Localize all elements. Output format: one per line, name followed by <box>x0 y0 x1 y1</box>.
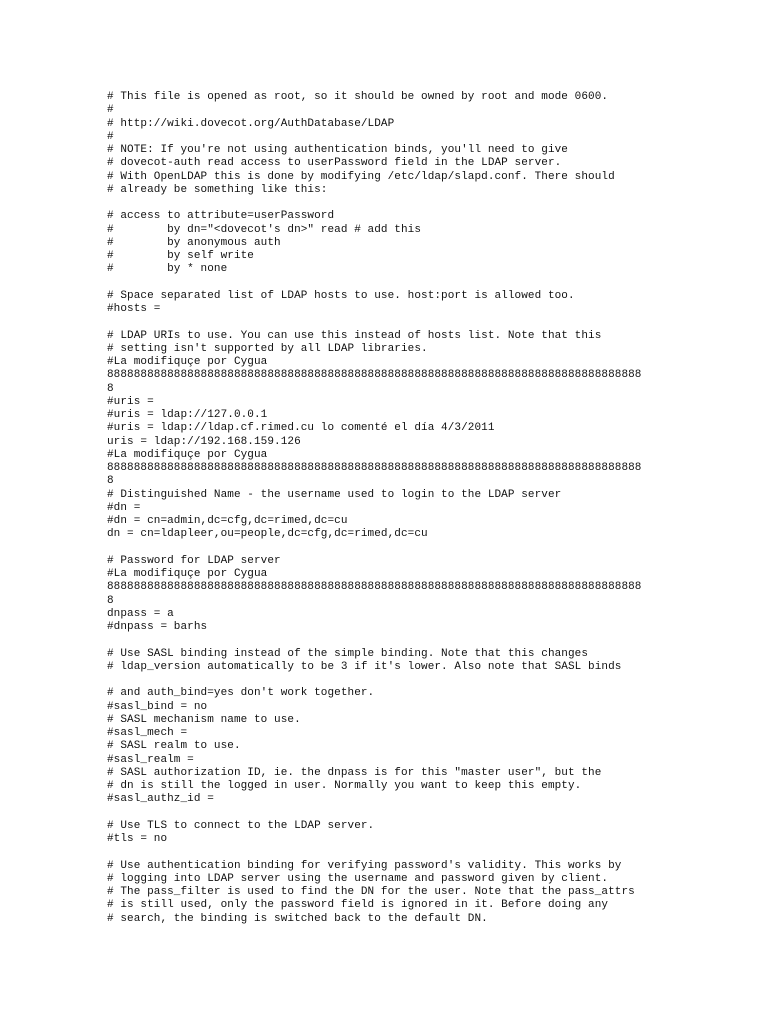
config-line: #dn = <box>107 501 141 514</box>
config-line: 88888888888888888888888888888888888888888888888888888888888888888888888888888888 <box>107 369 642 382</box>
config-line: # by anonymous auth <box>107 236 281 249</box>
config-line: # Distinguished Name - the username used to login to the LDAP server <box>107 488 562 501</box>
config-line: dnpass = a <box>107 607 174 620</box>
config-line: # Use authentication binding for verifying password's validity. This works by <box>107 859 622 872</box>
config-line: #La modifiquçe por Cygua <box>107 568 268 580</box>
config-line: 88888888888888888888888888888888888888888888888888888888888888888888888888888888 <box>107 462 642 474</box>
config-line: # setting isn't supported by all LDAP libraries. <box>107 342 428 355</box>
config-line: # <box>107 130 114 143</box>
config-line <box>107 634 762 647</box>
config-line: # SASL authorization ID, ie. the dnpass is for this "master user", but the <box>107 766 602 779</box>
config-line: # already be something like this: <box>107 183 328 196</box>
config-line: #sasl_realm = <box>107 753 194 766</box>
config-line <box>107 197 762 210</box>
config-line: # search, the binding is switched back to the default DN. <box>107 912 488 925</box>
config-line: dn = cn=ldapleer,ou=people,dc=cfg,dc=rimed,dc=cu <box>107 528 428 541</box>
config-line: # Space separated list of LDAP hosts to use. host:port is allowed too. <box>107 289 575 302</box>
config-line <box>107 277 762 290</box>
config-line: # by self write <box>107 250 254 262</box>
config-file-text <box>107 91 762 926</box>
config-line: # access to attribute=userPassword <box>107 210 335 223</box>
config-line: # ldap_version automatically to be 3 if it's lower. Also note that SASL binds <box>107 660 622 673</box>
config-line: #uris = ldap://ldap.cf.rimed.cu lo comenté el día 4/3/2011 <box>107 422 495 435</box>
config-line <box>107 542 762 555</box>
config-line: # With OpenLDAP this is done by modifying /etc/ldap/slapd.conf. There should <box>107 170 615 183</box>
config-line: 8 <box>107 382 114 395</box>
config-line <box>107 674 762 687</box>
config-line <box>107 846 762 859</box>
config-line: #La modifiquçe por Cygua <box>107 448 268 461</box>
config-line: # This file is opened as root, so it should be owned by root and mode 0600. <box>107 91 609 103</box>
config-line: 8 <box>107 475 114 488</box>
config-line: #sasl_mech = <box>107 727 188 739</box>
config-line: #uris = ldap://127.0.0.1 <box>107 409 268 421</box>
config-line: #dnpass = barhs <box>107 621 208 633</box>
config-line: # is still used, only the password field is ignored in it. Before doing any <box>107 899 609 912</box>
config-line: #sasl_bind = no <box>107 700 208 713</box>
config-line: # SASL realm to use. <box>107 740 241 753</box>
config-line: # http://wiki.dovecot.org/AuthDatabase/LDAP <box>107 117 395 130</box>
config-line: # by dn="<dovecot's dn>" read # add this <box>107 223 422 236</box>
config-line: # dn is still the logged in user. Normally you want to keep this empty. <box>107 780 582 792</box>
config-line: #hosts = <box>107 303 161 315</box>
config-line: # <box>107 104 114 117</box>
config-line: # by * none <box>107 263 228 276</box>
config-line: #uris = <box>107 395 154 408</box>
config-line: #dn = cn=admin,dc=cfg,dc=rimed,dc=cu <box>107 515 348 527</box>
config-line: # LDAP URIs to use. You can use this instead of hosts list. Note that this <box>107 329 602 342</box>
config-line: # SASL mechanism name to use. <box>107 713 301 726</box>
config-line: # and auth_bind=yes don't work together. <box>107 687 375 700</box>
config-line <box>107 807 762 820</box>
config-line: # NOTE: If you're not using authentication binds, you'll need to give <box>107 144 568 156</box>
config-line <box>107 316 762 329</box>
config-line: # dovecot-auth read access to userPassword field in the LDAP server. <box>107 157 562 170</box>
config-line: 88888888888888888888888888888888888888888888888888888888888888888888888888888888 <box>107 581 642 594</box>
config-line: # The pass_filter is used to find the DN for the user. Note that the pass_attrs <box>107 886 635 898</box>
config-line: uris = ldap://192.168.159.126 <box>107 435 301 448</box>
config-line: # Use TLS to connect to the LDAP server. <box>107 819 375 832</box>
config-line: #sasl_authz_id = <box>107 793 214 806</box>
config-line: #tls = no <box>107 833 168 845</box>
config-line: # logging into LDAP server using the username and password given by client. <box>107 872 609 885</box>
config-line: # Password for LDAP server <box>107 554 281 567</box>
config-line: #La modifiquçe por Cygua <box>107 356 268 368</box>
config-line: 8 <box>107 594 114 607</box>
config-line: # Use SASL binding instead of the simple binding. Note that this changes <box>107 647 589 660</box>
